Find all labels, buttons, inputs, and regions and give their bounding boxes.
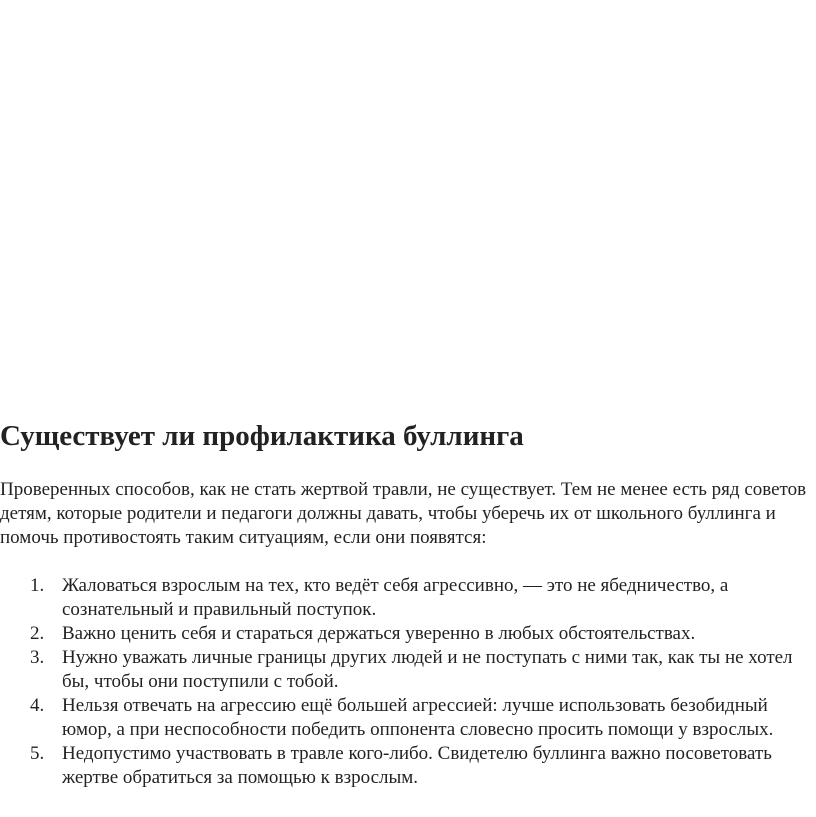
list-item-number: 4. — [30, 695, 45, 716]
list-item-text: Нельзя отвечать на агрессию ещё большей агрессией: лучше использовать безобидный юмор, а при неспособности победить оппонента словесно просить помощи у взрослых. — [62, 695, 774, 740]
list-item — [0, 622, 812, 646]
tips-list — [0, 574, 812, 790]
list-item-text: Недопустимо участвовать в травле кого-либо. Свидетелю буллинга важно посоветовать жертве обратиться за помощью к взрослым. — [62, 743, 772, 788]
intro-paragraph: Проверенных способов, как не стать жертвой травли, не существует. Тем не менее есть ряд советов детям, которые родители и педагоги должны давать, чтобы уберечь их от школьного буллинга и помочь противостоять таким ситуациям, если они появятся: — [0, 479, 807, 548]
list-item-text: Нужно уважать личные границы других людей и не поступать с ними так, как ты не хотел бы, чтобы они поступили с тобой. — [62, 647, 793, 692]
list-item-number: 3. — [30, 647, 45, 668]
list-item — [0, 694, 812, 742]
list-item-number: 1. — [30, 575, 45, 596]
list-item-text: Жаловаться взрослым на тех, кто ведёт себя агрессивно, — это не ябедничество, а сознательный и правильный поступок. — [62, 575, 729, 620]
list-item — [0, 574, 812, 622]
list-item — [0, 646, 812, 694]
list-item — [0, 742, 812, 790]
list-item-number: 5. — [30, 743, 45, 764]
list-item-number: 2. — [30, 623, 45, 644]
article-heading: Существует ли профилактика буллинга — [0, 420, 524, 452]
list-item-text: Важно ценить себя и стараться держаться уверенно в любых обстоятельствах. — [62, 623, 696, 644]
